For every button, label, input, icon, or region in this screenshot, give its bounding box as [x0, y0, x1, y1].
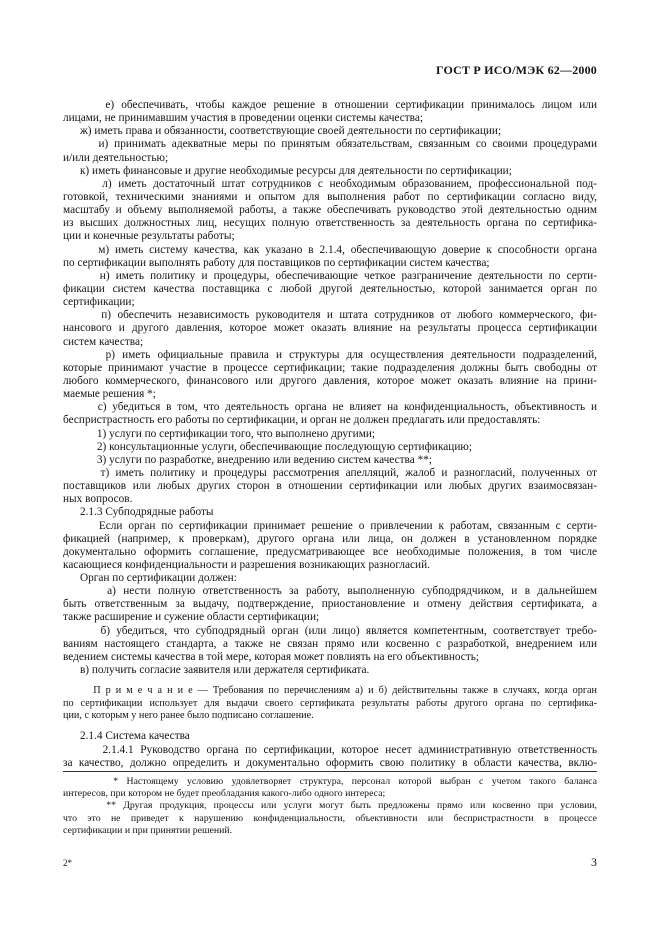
signature-mark: 2* — [63, 858, 72, 868]
text-line: сертификации; — [63, 296, 135, 309]
text-line: ных вопросов. — [63, 493, 133, 506]
note-line: ции, с которым у него ранее было подписано соглашение. — [63, 709, 314, 721]
text-line: и/или деятельностью; — [63, 151, 169, 164]
text-line: за качество, должно определить и документально оформить свою политику в области качества, вклю- — [63, 756, 597, 769]
text-line: 2.1.4 Система качества — [63, 730, 190, 743]
text-line: маемые решения *; — [63, 388, 156, 401]
text-line: ж) иметь права и обязанности, соответствующие своей деятельности по сертификации; — [63, 125, 502, 138]
footnote-line: ** Другая продукция, процессы или услуги могут быть предложены прямо или косвенно при условии, — [63, 800, 597, 812]
paragraph-gap — [63, 722, 597, 730]
text-line: 2.1.4.1 Руководство органа по сертификации, которое несет административную ответственность — [63, 743, 597, 756]
text-line: любого коммерческого, финансового или другого давления, которое может оказать влияние на прини- — [63, 374, 597, 387]
text-line: ции и конечные результаты работы; — [63, 230, 235, 243]
text-line: п) обеспечить независимость руководителя и штата сотрудников от любого коммерческого, фи- — [63, 309, 597, 322]
text-line: е) обеспечивать, чтобы каждое решение в отношении сертификации принималось лицом или — [63, 99, 597, 111]
text-line: касающиеся конфиденциальности и разрешения возникающих разногласий. — [63, 558, 430, 571]
footnote-line: * Настоящему условию удовлетворяет структура, персонал которой выбран с учетом такого баланса — [63, 776, 597, 787]
text-line: по сертификации выполнять работу для поставщиков по сертификации систем качества; — [63, 256, 490, 269]
text-line: ведением системы качества в той мере, которая может повлиять на его объективность; — [63, 650, 480, 663]
text-line: т) иметь политику и процедуры рассмотрения апелляций, жалоб и разногласий, полученных от — [63, 466, 597, 479]
text-line: лицами, не принимавшим участия в проведении оценки системы качества; — [63, 112, 423, 125]
paragraph-gap — [63, 677, 597, 685]
text-line: фикацией (например, к проверкам), другого органа или лица, он должен в установленном порядке — [63, 532, 597, 545]
footnote-line: интересов, при котором не будет преобладания какого-либо одного интереса; — [63, 788, 386, 800]
text-line: а) нести полную ответственность за работу, выполненную субподрядчиком, и в дальнейшем — [63, 585, 597, 598]
text-line: систем качества; — [63, 335, 144, 348]
text-line: к) иметь финансовые и другие необходимые ресурсы для деятельности по сертификации; — [63, 164, 512, 177]
footnotes — [63, 776, 597, 837]
text-line: 2.1.3 Субподрядные работы — [63, 506, 214, 519]
text-line: Орган по сертификации должен: — [63, 572, 237, 585]
text-line: также расширение и сужение области сертификации; — [63, 611, 320, 624]
text-line: с) убедиться в том, что деятельность органа не влияет на конфиденциальность, объективность и — [63, 401, 597, 414]
note-line: П р и м е ч а н и е — Требования по перечислениям а) и б) действительны также в случаях, когда орган — [63, 685, 597, 697]
text-line: и) принимать адекватные меры по принятым обязательствам, связанным со своими процедурами — [63, 138, 597, 151]
text-line: н) иметь политику и процедуры, обеспечивающие четкое разграничение деятельности по серти- — [63, 269, 597, 282]
footnote-line: что это не приведет к нарушению конфиденциальности, объективности или беспристрастности в процессе — [63, 812, 597, 824]
body-text — [63, 99, 597, 770]
text-line: б) убедиться, что субподрядный орган (или лицо) является компетентным, соответствует требо- — [63, 624, 597, 637]
text-line: м) иметь систему качества, как указано в 2.1.4, обеспечивающую доверие к способности органа — [63, 243, 597, 256]
text-line: 2) консультационные услуги, обеспечивающие последующую сертификацию; — [63, 440, 472, 453]
text-line: беспристрастность его работы по сертификации, и орган не должен предлагать или предоставлять: — [63, 414, 541, 427]
page-number: 3 — [591, 855, 597, 869]
footnote-separator — [63, 771, 597, 772]
text-line: л) иметь достаточный штат сотрудников с необходимым образованием, профессиональной под- — [63, 177, 597, 190]
text-line: из высших должностных лиц, несущих полную ответственность за деятельность органа по сертифика- — [63, 217, 597, 230]
text-line: ваниям настоящего стандарта, а также не связан прямо или косвенно с разработкой, внедрением или — [63, 637, 597, 650]
text-line: документально оформить соглашение, предусматривающее все необходимые положения, в том числе — [63, 545, 597, 558]
text-line: фикации систем качества поставщика с любой другой деятельностью, которой занимается орган по — [63, 282, 597, 295]
footnote-line: сертификации и при принятии решений. — [63, 824, 233, 836]
note-block — [63, 685, 597, 722]
text-line: готовкой, техническими знаниями и опытом для выполнения работ по сертификации согласно виду, — [63, 190, 597, 203]
text-line: 1) услуги по сертификации того, что выполнено другими; — [63, 427, 376, 440]
text-line: 3) услуги по разработке, внедрению или ведению систем качества **; — [63, 453, 433, 466]
document-header: ГОСТ Р ИСО/МЭК 62—2000 — [435, 63, 597, 77]
text-line: быть ответственным за выдачу, подтверждение, приостановление и отмену действия сертификата, а — [63, 598, 597, 611]
text-line: которые принимают участие в процессе сертификации; такие подразделения должны быть свободны от — [63, 361, 597, 374]
text-line: нансового и другого давления, которое может оказать влияние на результаты процесса сертификации — [63, 322, 597, 335]
text-line: в) получить согласие заявителя или держателя сертификата. — [63, 664, 370, 677]
text-line: масштабу и объему выполняемой работы, а также обеспечивать руководство этой деятельностью одним — [63, 204, 597, 217]
text-line: поставщиков или любых других сторон в отношении сертификации или любых других взаимосвязан- — [63, 480, 597, 493]
text-line: р) иметь официальные правила и структуры для осуществления деятельности подразделений, — [63, 348, 597, 361]
text-line: Если орган по сертификации принимает решение о привлечении к работам, связанным с серти- — [63, 519, 597, 532]
note-line: по сертификации использует для выдачи своего сертификата результаты работы другого органа по сертифика- — [63, 697, 597, 709]
